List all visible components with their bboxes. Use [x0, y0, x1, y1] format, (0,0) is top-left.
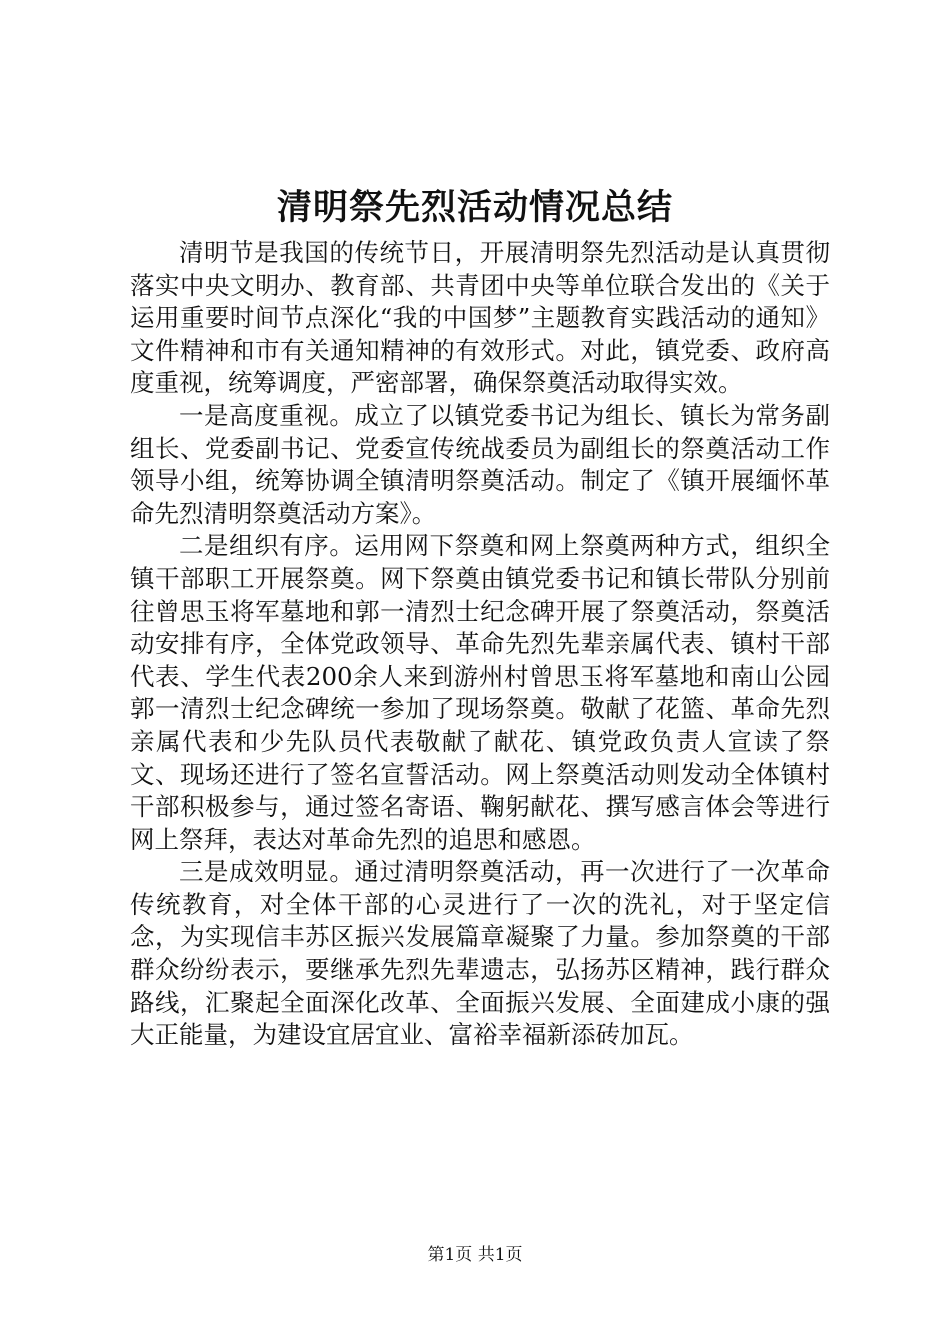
paragraph-point-one: 一是高度重视。成立了以镇党委书记为组长、镇长为常务副组长、党委副书记、党委宣传统战委员为副组长的祭奠活动工作领导小组，统筹协调全镇清明祭奠活动。制定了《镇开展缅怀革命先烈清明祭奠活动方案》。	[130, 400, 830, 528]
paragraph-point-three: 三是成效明显。通过清明祭奠活动，再一次进行了一次革命传统教育，对全体干部的心灵进行了一次的洗礼，对于坚定信念，为实现信丰苏区振兴发展篇章凝聚了力量。参加祭奠的干部群众纷纷表示，要继承先烈先辈遗志，弘扬苏区精神，践行群众路线，汇聚起全面深化改革、全面振兴发展、全面建成小康的强大正能量，为建设宜居宜业、富裕幸福新添砖加瓦。	[130, 857, 830, 1050]
page-footer	[0, 1244, 950, 1266]
document-title: 清明祭先烈活动情况总结	[276, 187, 673, 228]
paragraph-point-two: 二是组织有序。运用网下祭奠和网上祭奠两种方式，组织全镇干部职工开展祭奠。网下祭奠由镇党委书记和镇长带队分别前往曾思玉将军墓地和郭一清烈士纪念碑开展了祭奠活动，祭奠活动安排有序，全体党政领导、革命先烈先辈亲属代表、镇村干部代表、学生代表200余人来到游州村曾思玉将军墓地和南山公园郭一清烈士纪念碑统一参加了现场祭奠。敬献了花篮、革命先烈亲属代表和少先队员代表敬献了献花、镇党政负责人宣读了祭文、现场还进行了签名宣誓活动。网上祭奠活动则发动全体镇村干部积极参与，通过签名寄语、鞠躬献花、撰写感言体会等进行网上祭拜，表达对革命先烈的追思和感恩。	[130, 531, 830, 854]
paragraph-intro: 清明节是我国的传统节日，开展清明祭先烈活动是认真贯彻落实中央文明办、教育部、共青团中央等单位联合发出的《关于运用重要时间节点深化“我的中国梦”主题教育实践活动的通知》文件精神和市有关通知精神的有效形式。对此，镇党委、政府高度重视，统筹调度，严密部署，确保祭奠活动取得实效。	[130, 238, 830, 398]
document-body	[130, 237, 830, 1052]
page-number-current: 第1页	[427, 1245, 473, 1265]
page-number-total: 共1页	[477, 1245, 523, 1265]
